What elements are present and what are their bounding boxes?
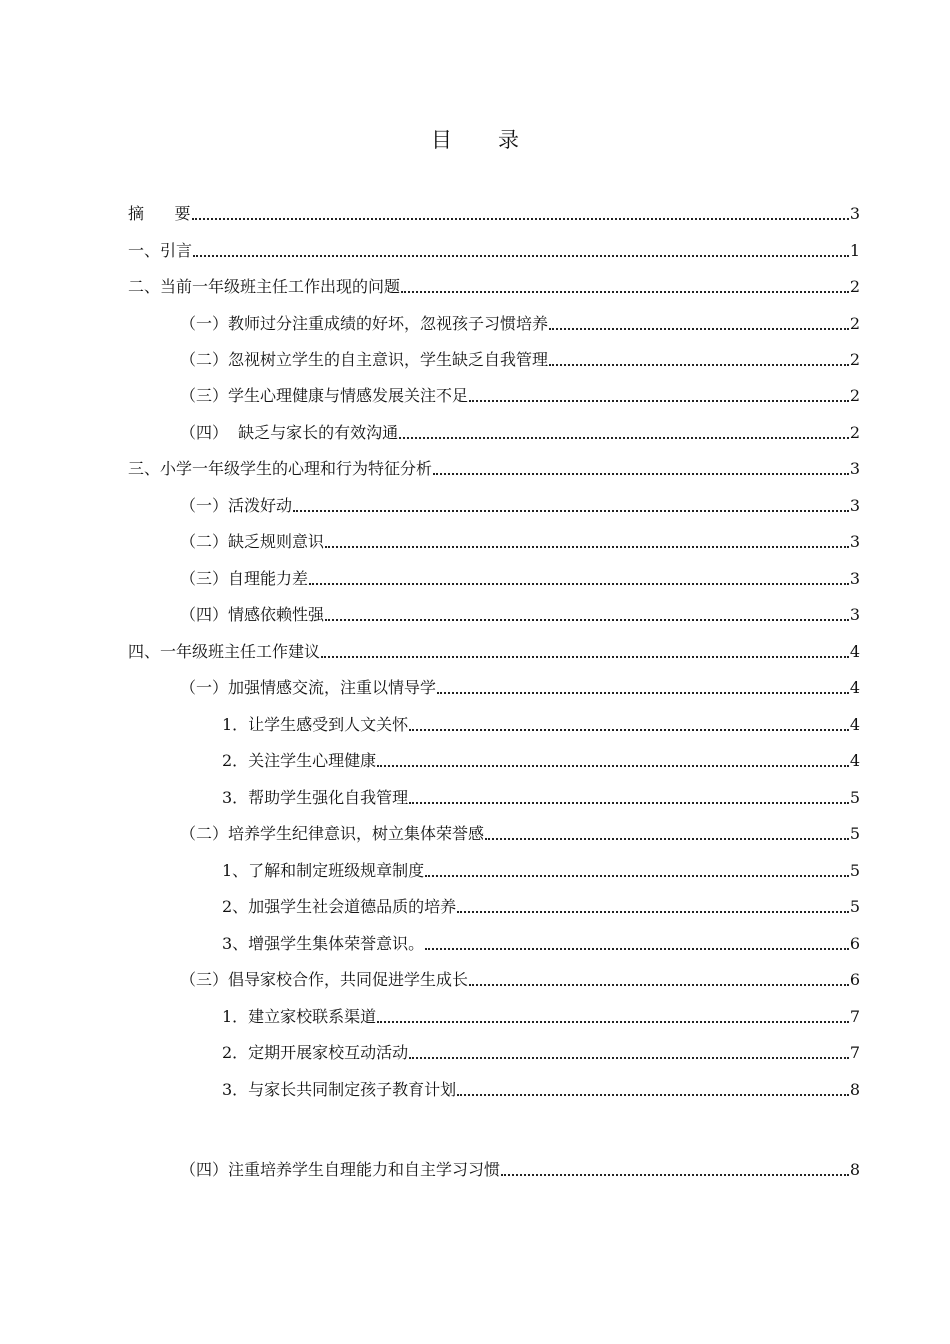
- toc-page: 5: [849, 788, 860, 807]
- toc-leader: [425, 948, 849, 950]
- toc-label: 一、引言: [128, 241, 193, 260]
- toc-page: 7: [849, 1007, 860, 1026]
- toc-label: （二）缺乏规则意识: [180, 532, 325, 551]
- title-char-left: 目: [431, 128, 452, 152]
- toc-page: 6: [849, 934, 860, 953]
- toc-page: 8: [849, 1160, 860, 1179]
- toc-entry[interactable]: [180, 382, 860, 406]
- toc-label: （四）情感依赖性强: [180, 605, 325, 624]
- toc-entry[interactable]: [180, 310, 860, 334]
- toc-leader: [469, 400, 849, 402]
- toc-entry[interactable]: [180, 966, 860, 990]
- toc-leader: [325, 546, 849, 548]
- toc-entry[interactable]: [222, 784, 860, 808]
- toc-leader: [399, 437, 849, 439]
- toc-label: （四） 缺乏与家长的有效沟通: [180, 423, 399, 442]
- toc-leader: [321, 656, 849, 658]
- toc-leader: [457, 911, 849, 913]
- toc-entry[interactable]: [222, 893, 860, 917]
- page-title: [0, 124, 950, 154]
- toc-label: 3、增强学生集体荣誉意识。: [222, 934, 425, 953]
- toc-label: 1．让学生感受到人文关怀: [222, 715, 409, 734]
- toc-label: （二）忽视树立学生的自主意识，学生缺乏自我管理: [180, 350, 549, 369]
- toc-leader: [309, 583, 849, 585]
- toc-leader: [325, 619, 849, 621]
- toc-leader: [401, 291, 849, 293]
- toc-label: （一）活泼好动: [180, 496, 293, 515]
- toc-entry[interactable]: [180, 528, 860, 552]
- toc-entry[interactable]: [222, 747, 860, 771]
- toc-entry[interactable]: [222, 1076, 860, 1100]
- toc-leader: [377, 1021, 849, 1023]
- toc-page: 3: [849, 496, 860, 515]
- toc-page: 3: [849, 569, 860, 588]
- toc-page: 5: [849, 861, 860, 880]
- toc-page: 3: [849, 204, 860, 223]
- toc-leader: [293, 510, 849, 512]
- toc-entry[interactable]: [180, 674, 860, 698]
- toc-label: 3．帮助学生强化自我管理: [222, 788, 409, 807]
- toc-label: 二、当前一年级班主任工作出现的问题: [128, 277, 401, 296]
- toc-page: 4: [849, 751, 860, 770]
- toc-entry[interactable]: [128, 455, 860, 479]
- toc-page: 2: [849, 350, 860, 369]
- toc-label: （三）自理能力差: [180, 569, 309, 588]
- toc-page: 8: [849, 1080, 860, 1099]
- toc-page: 6: [849, 970, 860, 989]
- toc-leader: [501, 1174, 849, 1176]
- toc-entry[interactable]: [222, 930, 860, 954]
- toc-entry[interactable]: [222, 857, 860, 881]
- toc-leader: [437, 692, 849, 694]
- toc-label: 3．与家长共同制定孩子教育计划: [222, 1080, 457, 1099]
- toc-label: （二）培养学生纪律意识，树立集体荣誉感: [180, 824, 485, 843]
- toc-leader: [409, 729, 849, 731]
- toc-leader: [425, 875, 849, 877]
- toc-page: 3: [849, 605, 860, 624]
- toc-entry[interactable]: [180, 492, 860, 516]
- toc-page: 5: [849, 897, 860, 916]
- title-char-right: 录: [498, 128, 519, 152]
- toc-label: 1．建立家校联系渠道: [222, 1007, 377, 1026]
- toc-leader: [469, 984, 849, 986]
- toc-page: 2: [849, 386, 860, 405]
- toc-entry[interactable]: [128, 273, 860, 297]
- toc-leader: [409, 802, 849, 804]
- toc-label: 四、一年级班主任工作建议: [128, 642, 321, 661]
- toc-page: 3: [849, 459, 860, 478]
- toc-label: （一）加强情感交流，注重以情导学: [180, 678, 437, 697]
- toc-leader: [485, 838, 849, 840]
- toc-entry[interactable]: [222, 1039, 860, 1063]
- toc-page: 5: [849, 824, 860, 843]
- toc-page: 2: [849, 277, 860, 296]
- toc-page: 3: [849, 532, 860, 551]
- toc-entry[interactable]: [222, 711, 860, 735]
- toc-leader: [549, 364, 849, 366]
- toc-label: 2．定期开展家校互动活动: [222, 1043, 409, 1062]
- toc-leader: [193, 255, 849, 257]
- toc-entry[interactable]: [128, 237, 860, 261]
- toc-page: 7: [849, 1043, 860, 1062]
- toc-leader: [377, 765, 849, 767]
- toc-entry[interactable]: [180, 419, 860, 443]
- toc-leader: [457, 1094, 849, 1096]
- toc-page: 4: [849, 678, 860, 697]
- toc-label: 2．关注学生心理健康: [222, 751, 377, 770]
- toc-label: （三）倡导家校合作，共同促进学生成长: [180, 970, 469, 989]
- toc-entry[interactable]: [222, 1003, 860, 1027]
- toc-page: 1: [849, 241, 860, 260]
- toc-leader: [549, 328, 849, 330]
- toc-label: 1、了解和制定班级规章制度: [222, 861, 425, 880]
- toc-label: （三）学生心理健康与情感发展关注不足: [180, 386, 469, 405]
- toc-label: （四）注重培养学生自理能力和自主学习习惯: [180, 1160, 501, 1179]
- toc-page: 4: [849, 715, 860, 734]
- toc-entry[interactable]: [180, 1156, 860, 1180]
- toc-label: 三、小学一年级学生的心理和行为特征分析: [128, 459, 433, 478]
- toc-label: 摘 要: [128, 204, 191, 223]
- toc-page: 2: [849, 314, 860, 333]
- toc-leader: [433, 473, 849, 475]
- toc-label: 2、加强学生社会道德品质的培养: [222, 897, 457, 916]
- toc-label: （一）教师过分注重成绩的好坏，忽视孩子习惯培养: [180, 314, 549, 333]
- toc-entry[interactable]: [180, 346, 860, 370]
- toc-entry[interactable]: [128, 638, 860, 662]
- toc-entry[interactable]: [180, 565, 860, 589]
- toc-leader: [192, 218, 849, 220]
- toc-page: 4: [849, 642, 860, 661]
- toc-entry[interactable]: [128, 200, 860, 224]
- toc-leader: [409, 1057, 849, 1059]
- toc-page: 2: [849, 423, 860, 442]
- toc-entry[interactable]: [180, 601, 860, 625]
- toc-entry[interactable]: [180, 820, 860, 844]
